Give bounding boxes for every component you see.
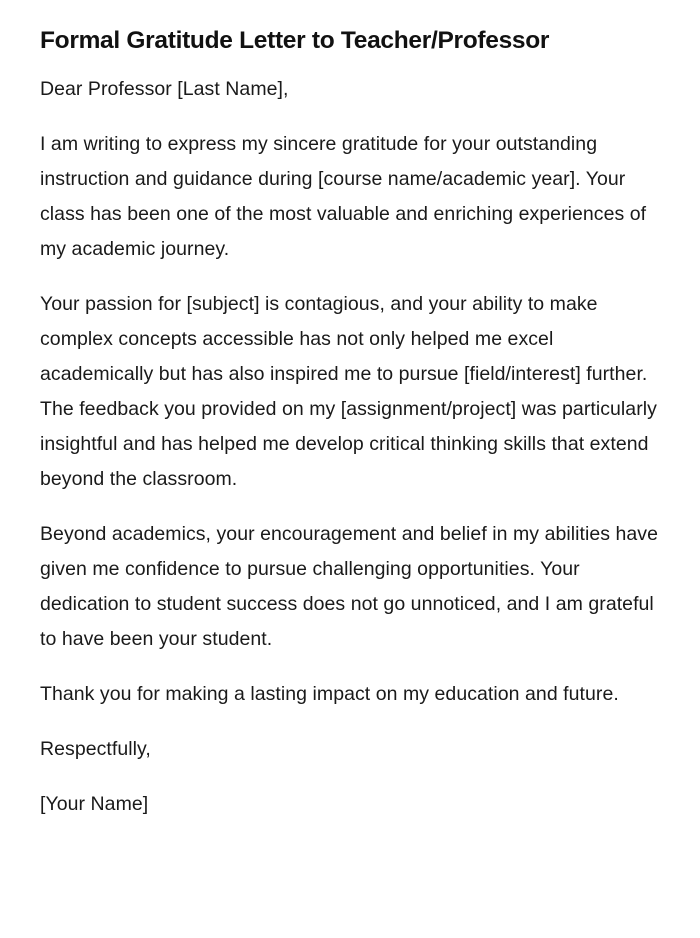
page-title: Formal Gratitude Letter to Teacher/Professor	[40, 27, 550, 54]
body-paragraph-3: Beyond academics, your encouragement and belief in my abilities have given me confidence to pursue challenging opportunities. Your dedication to student success does not go unnoticed, and I am grateful to have been your student.	[40, 523, 659, 650]
body-paragraph-2: Your passion for [subject] is contagious, and your ability to make complex concepts accessible has not only helped me excel academically but has also inspired me to pursue [field/interest] further. The feedback you provided on my [assignment/project] was particularly insightful and has helped me develop critical thinking skills that extend beyond the classroom.	[40, 293, 657, 490]
signature: [Your Name]	[40, 793, 149, 815]
salutation: Dear Professor [Last Name],	[40, 78, 289, 100]
letter-body	[40, 72, 660, 822]
body-paragraph-4: Thank you for making a lasting impact on my education and future.	[40, 683, 619, 705]
closing: Respectfully,	[40, 738, 151, 760]
body-paragraph-1: I am writing to express my sincere gratitude for your outstanding instruction and guidance during [course name/academic year]. Your class has been one of the most valuable and enriching experiences of my academic journey.	[40, 133, 647, 260]
